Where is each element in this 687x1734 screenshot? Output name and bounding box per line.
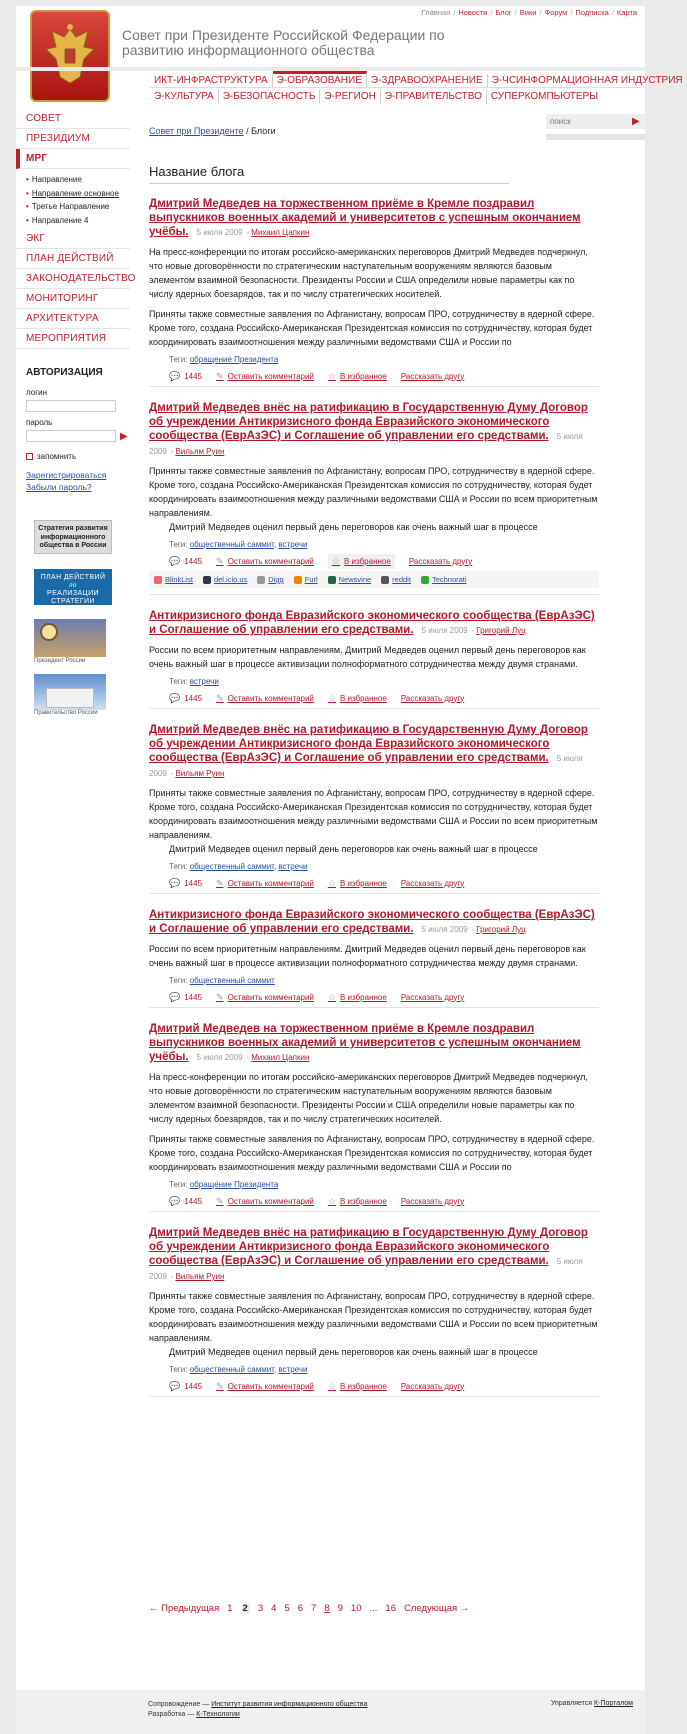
comment-count[interactable]: [169, 878, 202, 889]
bullet-icon: •: [26, 202, 29, 211]
tell-friend-button[interactable]: Рассказать другу: [400, 1196, 465, 1206]
share-service-label: Furl: [304, 575, 318, 584]
tell-friend-button[interactable]: Рассказать другу: [400, 693, 465, 703]
post-author-link[interactable]: Вильям Руин: [175, 447, 225, 456]
sidebar-menu-bottom: [16, 229, 136, 349]
share-service-icon: [294, 576, 302, 584]
add-favorite-button[interactable]: [328, 878, 387, 889]
share-service-label: Digg: [268, 575, 284, 584]
tag-link[interactable]: общественный саммит: [189, 1365, 274, 1374]
star-icon: ☆: [331, 555, 340, 566]
tell-friend-button[interactable]: Рассказать другу: [400, 878, 465, 888]
speech-bubble-icon: 💬: [169, 555, 181, 566]
nav-tab-row2-1[interactable]: Э-БЕЗОПАСНОСТЬ: [219, 90, 321, 104]
post-actions: [149, 366, 599, 386]
post-list: [149, 197, 605, 1397]
nav-divider: [150, 87, 644, 88]
pencil-icon: ✎: [216, 1380, 224, 1391]
top-link-4[interactable]: Форум: [544, 8, 568, 17]
post-date: 5 июля 2009: [149, 1257, 583, 1281]
post-paragraph: Приняты также совместные заявления по Афганистану, вопросам ПРО, сотрудничеству в ядерной сфере. Кроме того, создана Российско-Американская Президентская комиссия по сотрудничеству, которая будет координировать взаимоотношения между различными ведомствами США и России по всем приоритетным направлениям.: [149, 788, 598, 840]
add-comment-label: Оставить комментарий: [227, 1381, 314, 1391]
post-title: [149, 197, 599, 240]
page-link-7[interactable]: 7: [311, 1603, 317, 1614]
search-submit-icon[interactable]: ▶: [632, 116, 640, 127]
remember-label: запомнить: [37, 452, 77, 461]
top-link-separator: /: [539, 8, 542, 17]
post-actions: [149, 1191, 599, 1211]
nav-tab-row2-3[interactable]: Э-ПРАВИТЕЛЬСТВО: [381, 90, 487, 104]
sidebar-menu-top: [16, 109, 130, 169]
post-meta-separator: -: [471, 626, 475, 635]
blog-post: [149, 1226, 599, 1397]
blog-post: [149, 723, 599, 894]
top-link-separator: /: [514, 8, 517, 17]
post-paragraph: России по всем приоритетным направлениям. Дмитрий Медведев оценил первый день переговоров как очень важный шаг в процессе активизации полноформатного сотрудничества между двумя странами.: [149, 944, 586, 968]
comment-count-value: 1445: [184, 371, 203, 381]
top-link-3[interactable]: Вики: [519, 8, 537, 17]
sidebar-subitem-3[interactable]: [26, 214, 130, 228]
share-link-2[interactable]: [257, 575, 283, 584]
tag-separator: ,: [273, 1365, 279, 1374]
add-comment-button[interactable]: [216, 1196, 314, 1207]
comment-count[interactable]: [169, 1381, 202, 1392]
post-quote: Дмитрий Медведев оценил первый день переговоров как очень важный шаг в процессе: [169, 844, 538, 854]
pencil-icon: ✎: [216, 555, 224, 566]
post-tags: [149, 355, 599, 364]
footer-support: Сопровождение — Институт развития информационного общества: [148, 1701, 368, 1708]
comment-count-value: 1445: [184, 556, 203, 566]
page-link-1[interactable]: 1: [227, 1603, 233, 1614]
pencil-icon: ✎: [216, 991, 224, 1002]
sidebar-item-bottom-5[interactable]: МЕРОПРИЯТИЯ: [16, 329, 130, 349]
top-link-separator: /: [453, 8, 456, 17]
share-service-icon: [328, 576, 336, 584]
add-favorite-button[interactable]: [328, 1381, 387, 1392]
add-comment-label: Оставить комментарий: [227, 1196, 314, 1206]
post-title-link[interactable]: Дмитрий Медведев внёс на ратификацию в Государственную Думу Договор об учреждении Антикризисного фонда Евразийского экономического сообщества (ЕврАзЭС) и Соглашение об управлении его средствами.: [149, 1227, 588, 1267]
page-link-3[interactable]: 3: [257, 1603, 264, 1614]
eagle-icon: [40, 21, 100, 91]
speech-bubble-icon: 💬: [169, 877, 181, 888]
page-link-4[interactable]: 4: [271, 1603, 277, 1614]
pencil-icon: ✎: [216, 692, 224, 703]
sidebar-subitem-label: Направление основное: [31, 188, 119, 198]
post-title-link[interactable]: Дмитрий Медведев внёс на ратификацию в Государственную Думу Договор об учреждении Антикризисного фонда Евразийского экономического сообщества (ЕврАзЭС) и Соглашение об управлении его средствами.: [149, 724, 588, 764]
tags-label: Теги:: [169, 355, 190, 364]
bullet-icon: •: [26, 215, 29, 225]
strategy-banner[interactable]: Стратегия развития информационного общества в России: [34, 520, 112, 554]
add-comment-button[interactable]: [216, 1381, 314, 1392]
pager-ellipsis: ...: [369, 1603, 378, 1614]
top-links: [422, 8, 637, 17]
post-meta-separator: -: [170, 447, 174, 456]
sidebar-item-2[interactable]: МРГ: [16, 149, 130, 169]
post-tags: [149, 677, 599, 686]
checkbox-icon: [26, 453, 33, 460]
tag-link[interactable]: встречи: [189, 677, 219, 686]
footer-managed-link[interactable]: К-Порталом: [594, 1700, 633, 1707]
post-paragraph: Приняты также совместные заявления по Афганистану, вопросам ПРО, сотрудничеству в ядерной сфере. Кроме того, создана Российско-Американская Президентская комиссия по сотрудничеству, которая будет координировать взаимоотношения между различными ведомствами США и России по всем приоритетным направлениям.: [149, 1291, 598, 1343]
tell-friend-button[interactable]: Рассказать другу: [400, 371, 465, 381]
post-date: 5 июля 2009: [149, 432, 583, 456]
post-title: [149, 401, 599, 459]
tags-label: Теги:: [169, 677, 190, 686]
add-comment-label: Оставить комментарий: [227, 992, 314, 1002]
register-link[interactable]: Зарегистрироваться: [26, 470, 107, 480]
add-comment-button[interactable]: [216, 878, 314, 889]
comment-count[interactable]: [169, 1196, 202, 1207]
comment-count-value: 1445: [184, 992, 203, 1002]
comment-count[interactable]: [169, 992, 202, 1003]
page-shell: [16, 6, 683, 1734]
president-caption: Президент России: [34, 658, 86, 664]
login-label: логин: [26, 388, 48, 397]
post-paragraph: России по всем приоритетным направлениям. Дмитрий Медведев оценил первый день переговоров как очень важный шаг в процессе активизации полноформатного сотрудничества между двумя странами.: [149, 645, 586, 669]
post-meta-separator: -: [170, 769, 174, 778]
breadcrumb-current: / Блоги: [243, 126, 276, 136]
share-link-3[interactable]: [294, 575, 318, 584]
top-link-6[interactable]: Карта: [616, 8, 637, 17]
post-meta-separator: -: [246, 1053, 250, 1062]
top-link-0[interactable]: Главная: [421, 8, 451, 17]
tags-label: Теги:: [169, 976, 190, 985]
post-title: [149, 1226, 599, 1284]
nav-tab-row2-0[interactable]: Э-КУЛЬТУРА: [150, 90, 219, 104]
page-link-9[interactable]: 9: [337, 1603, 343, 1614]
share-service-label: del.icio.us: [213, 575, 248, 584]
footer-dev: Разработка — К-Технологии: [148, 1711, 240, 1718]
login-input[interactable]: [26, 400, 116, 412]
tag-link[interactable]: обращение Президента: [189, 355, 279, 364]
tell-friend-button[interactable]: Рассказать другу: [408, 556, 473, 566]
tell-friend-button[interactable]: Рассказать другу: [400, 1381, 465, 1391]
footer-managed: Управляется К-Порталом: [550, 1700, 633, 1707]
password-input[interactable]: [26, 430, 116, 442]
star-icon: ☆: [327, 692, 336, 703]
post-paragraph: Приняты также совместные заявления по Афганистану, вопросам ПРО, сотрудничеству в ядерной сфере. Кроме того, создана Российско-Американская Президентская комиссия по сотрудничеству, которая будет координировать взаимоотношения между различными ведомствами США и России по всем приоритетным направлениям.: [149, 466, 598, 518]
footer-support-link[interactable]: Институт развития информационного общества: [211, 1701, 368, 1708]
sidebar-item-1[interactable]: ПРЕЗИДИУМ: [16, 129, 130, 149]
post-author-link[interactable]: Вильям Руин: [175, 1272, 225, 1281]
speech-bubble-icon: 💬: [169, 991, 181, 1002]
post-title: [149, 609, 599, 638]
favorite-label: В избранное: [339, 878, 387, 888]
favorite-label: В избранное: [339, 1196, 387, 1206]
main-nav-row1: [150, 74, 687, 88]
share-service-icon: [203, 576, 211, 584]
tag-link[interactable]: обращение Президента: [189, 1180, 279, 1189]
post-actions: [149, 551, 599, 571]
post-actions: [149, 873, 599, 893]
tag-link[interactable]: общественный саммит: [189, 862, 274, 871]
post-author-link[interactable]: Вильям Руин: [175, 769, 225, 778]
share-service-icon: [154, 576, 162, 584]
top-link-1[interactable]: Новости: [458, 8, 488, 17]
post-meta-separator: -: [246, 228, 250, 237]
favorite-label: В избранное: [339, 1381, 387, 1391]
sidebar-subitem-2[interactable]: [26, 200, 130, 214]
tags-label: Теги:: [169, 1180, 190, 1189]
search-input[interactable]: [546, 117, 632, 126]
sidebar-item-bottom-3[interactable]: МОНИТОРИНГ: [16, 289, 130, 309]
add-favorite-button[interactable]: [328, 992, 387, 1003]
president-banner[interactable]: [34, 619, 106, 657]
post-tags: [149, 976, 599, 985]
blog-post: [149, 1022, 599, 1212]
page-link-5[interactable]: 5: [284, 1603, 290, 1614]
post-date: 5 июля 2009: [421, 925, 468, 934]
comment-count-value: 1445: [184, 1381, 203, 1391]
favorite-label: В избранное: [343, 556, 391, 566]
post-paragraph: Приняты также совместные заявления по Афганистану, вопросам ПРО, сотрудничеству в ядерной сфере. Кроме того, создана Российско-Американская Президентская комиссия по сотрудничеству, которая будет координировать взаимоотношения между различными ведомствами США и России по: [149, 1134, 595, 1172]
speech-bubble-icon: 💬: [169, 1380, 181, 1391]
post-title: [149, 1022, 599, 1065]
comment-count-value: 1445: [184, 878, 203, 888]
star-icon: ☆: [327, 1380, 336, 1391]
action-plan-banner[interactable]: [34, 569, 112, 605]
post-title-link[interactable]: Дмитрий Медведев на торжественном приёме в Кремле поздравил выпускников военных академий и университетов с успешным окончанием учёбы.: [149, 1023, 581, 1063]
sidebar-subitem-label: Направление 4: [31, 215, 89, 225]
post-meta-separator: -: [170, 1272, 174, 1281]
star-icon: ☆: [327, 370, 336, 381]
comment-count[interactable]: [169, 371, 202, 382]
government-building-icon: [46, 688, 94, 708]
tag-link[interactable]: встречи: [278, 540, 308, 549]
post-title-link[interactable]: Антикризисного фонда Евразийского экономического сообщества (ЕврАзЭС) и Соглашение об управлении его средствами.: [149, 610, 595, 636]
nav-tab-row2-4[interactable]: СУПЕРКОМПЬЮТЕРЫ: [490, 91, 599, 102]
login-submit-arrow-icon[interactable]: ▶: [120, 430, 128, 442]
post-title-link[interactable]: Дмитрий Медведев на торжественном приёме в Кремле поздравил выпускников военных академий и университетов с успешным окончанием учёбы.: [149, 198, 581, 238]
forgot-password-link[interactable]: Забыли пароль?: [26, 482, 92, 492]
post-actions: [149, 987, 599, 1007]
post-title-link[interactable]: Дмитрий Медведев внёс на ратификацию в Государственную Думу Договор об учреждении Антикризисного фонда Евразийского экономического сообщества (ЕврАзЭС) и Соглашение об управлении его средствами.: [149, 402, 588, 442]
comment-count[interactable]: [169, 693, 202, 704]
add-comment-label: Оставить комментарий: [227, 878, 314, 888]
favorite-label: В избранное: [339, 992, 387, 1002]
nav-tab-row1-0[interactable]: ИКТ-ИНФРАСТРУКТУРА: [150, 74, 273, 88]
add-comment-label: Оставить комментарий: [227, 371, 314, 381]
remember-checkbox[interactable]: [26, 452, 130, 461]
add-favorite-button[interactable]: [328, 371, 387, 382]
main-nav-row2: [150, 90, 602, 104]
auth-box: [16, 367, 130, 493]
comment-count-value: 1445: [184, 693, 203, 703]
tags-label: Теги:: [169, 1365, 190, 1374]
plan-banner-text2: РЕАЛИЗАЦИИ СТРАТЕГИИ: [47, 590, 99, 605]
nav-tab-row1-3[interactable]: Э-ЧСИНФОРМАЦИОННАЯ ИНДУСТРИЯ: [491, 75, 683, 86]
tags-label: Теги:: [169, 540, 190, 549]
post-author-link[interactable]: Григорий Луц: [476, 626, 526, 635]
post-tags: [149, 540, 599, 549]
post-title: [149, 908, 599, 937]
sidebar-subitem-label: Направление: [31, 175, 82, 184]
blog-post: [149, 401, 599, 595]
bullet-icon: •: [26, 188, 29, 198]
share-service-label: Newsvine: [338, 575, 372, 584]
post-tags: [149, 1365, 599, 1374]
star-icon: ☆: [327, 1195, 336, 1206]
speech-bubble-icon: 💬: [169, 1195, 181, 1206]
share-link-0[interactable]: [154, 575, 193, 584]
favorite-label: В избранное: [339, 371, 387, 381]
sidebar-submenu: [16, 169, 130, 229]
sidebar-item-bottom-1[interactable]: ПЛАН ДЕЙСТВИЙ: [16, 249, 130, 269]
plan-banner-text1: ПЛАН ДЕЙСТВИЙ: [40, 574, 106, 581]
sidebar-item-0[interactable]: СОВЕТ: [16, 109, 130, 129]
top-link-separator: /: [611, 8, 614, 17]
site-title: Совет при Президенте Российской Федерации по развитию информационного общества: [122, 27, 445, 58]
comment-count-value: 1445: [184, 1196, 203, 1206]
auth-title: АВТОРИЗАЦИЯ: [26, 367, 103, 378]
password-label: пароль: [26, 418, 53, 427]
page-link-16[interactable]: 16: [385, 1603, 396, 1614]
post-date: 5 июля 2009: [149, 754, 583, 778]
share-service-icon: [421, 576, 429, 584]
share-link-6[interactable]: [421, 575, 467, 584]
tag-separator: ,: [273, 540, 279, 549]
tag-link[interactable]: встречи: [278, 1365, 308, 1374]
add-comment-button[interactable]: [216, 556, 314, 567]
sidebar-item-bottom-2[interactable]: ЗАКОНОДАТЕЛЬСТВО: [16, 269, 130, 289]
page-title: Название блога: [149, 164, 509, 184]
plan-banner-text-mid: по: [69, 583, 77, 589]
tag-link[interactable]: общественный саммит: [189, 976, 275, 985]
speech-bubble-icon: 💬: [169, 692, 181, 703]
blog-post: [149, 609, 599, 709]
star-icon: ☆: [327, 877, 336, 888]
pagination: [149, 1603, 469, 1614]
nav-tab-row2-2[interactable]: Э-РЕГИОН: [320, 90, 380, 104]
blog-post: [149, 197, 599, 387]
top-link-separator: /: [570, 8, 573, 17]
post-quote: Дмитрий Медведев оценил первый день переговоров как очень важный шаг в процессе: [169, 1347, 538, 1357]
tag-link[interactable]: общественный саммит: [189, 540, 274, 549]
share-service-label: BlinkList: [165, 575, 193, 584]
add-comment-button[interactable]: [216, 371, 314, 382]
government-caption: Правительство России: [34, 710, 98, 716]
sidebar-subitem-label: Третье Направление: [31, 202, 110, 211]
post-date: 5 июля 2009: [421, 626, 468, 635]
share-service-label: reddit: [392, 575, 411, 584]
sidebar-subitem-1[interactable]: [26, 187, 130, 201]
favorite-label: В избранное: [339, 693, 387, 703]
next-page-link[interactable]: Следующая →: [403, 1603, 470, 1614]
tag-link[interactable]: встречи: [278, 862, 308, 871]
breadcrumb-link[interactable]: Совет при Президенте: [149, 126, 244, 136]
page-link-6[interactable]: 6: [297, 1603, 304, 1614]
share-bar: [149, 571, 599, 588]
page-link-8[interactable]: 8: [324, 1603, 330, 1614]
add-favorite-button[interactable]: [328, 554, 395, 569]
post-title: [149, 723, 599, 781]
sidebar-item-bottom-4[interactable]: АРХИТЕКТУРА: [16, 309, 130, 329]
speech-bubble-icon: 💬: [169, 370, 181, 381]
pencil-icon: ✎: [216, 1195, 224, 1206]
bullet-icon: •: [26, 175, 29, 184]
share-service-icon: [381, 576, 389, 584]
add-comment-button[interactable]: [216, 693, 314, 704]
post-date: 5 июля 2009: [196, 228, 243, 237]
top-link-separator: /: [490, 8, 493, 17]
pencil-icon: ✎: [216, 877, 224, 888]
nav-tab-row1-1[interactable]: Э-ОБРАЗОВАНИЕ: [273, 71, 367, 88]
footer: [16, 1690, 645, 1734]
page-link-10[interactable]: 10: [350, 1603, 362, 1614]
sidebar-subitem-0[interactable]: [26, 173, 130, 187]
top-link-5[interactable]: Подписка: [575, 8, 609, 17]
pencil-icon: ✎: [216, 370, 224, 381]
prev-page-link[interactable]: ← Предыдущая: [149, 1603, 220, 1614]
left-sidebar: [16, 109, 136, 493]
share-link-4[interactable]: [328, 575, 372, 584]
post-paragraph: Приняты также совместные заявления по Афганистану, вопросам ПРО, сотрудничеству в ядерной сфере. Кроме того, создана Российско-Американская Президентская комиссия по сотрудничеству, которая будет координировать взаимоотношения между различными ведомствами США и России по: [149, 309, 595, 347]
tell-friend-button[interactable]: Рассказать другу: [400, 992, 465, 1002]
comment-count[interactable]: [169, 556, 202, 567]
share-service-label: Technorati: [431, 575, 467, 584]
tag-separator: ,: [273, 862, 279, 871]
post-actions: [149, 1376, 599, 1396]
add-comment-button[interactable]: [216, 992, 314, 1003]
share-link-1[interactable]: [203, 575, 247, 584]
coat-of-arms-logo[interactable]: [30, 10, 110, 102]
footer-dev-link[interactable]: К-Технологии: [196, 1711, 240, 1718]
post-quote: Дмитрий Медведев оценил первый день переговоров как очень важный шаг в процессе: [169, 522, 538, 532]
post-actions: [149, 688, 599, 708]
add-comment-label: Оставить комментарий: [227, 693, 314, 703]
star-icon: ☆: [327, 991, 336, 1002]
nav-tab-row1-2[interactable]: Э-ЗДРАВООХРАНЕНИЕ: [367, 74, 488, 88]
add-comment-label: Оставить комментарий: [227, 556, 314, 566]
main-content: [149, 126, 605, 1411]
share-link-5[interactable]: [381, 575, 411, 584]
breadcrumb: [149, 126, 605, 136]
post-tags: [149, 1180, 599, 1189]
post-paragraph: На пресс-конференции по итогам российско-американских переговоров Дмитрий Медведев подчеркнул, что новые договорённости по стратегическим наступательным вооружениям являются базовым элементом взаимной безопасности. Президенты России и США определили новые параметры как по числу ядерных боезарядов, так и по числу стратегических носителей.: [149, 247, 588, 299]
top-link-2[interactable]: Блог: [495, 8, 512, 17]
share-service-icon: [257, 576, 265, 584]
post-author-link[interactable]: Михаил Цапкин: [251, 1053, 310, 1062]
add-favorite-button[interactable]: [328, 693, 387, 704]
post-author-link[interactable]: Григорий Луц: [476, 925, 526, 934]
kremlin-clock-icon: [40, 623, 58, 641]
post-author-link[interactable]: Михаил Цапкин: [251, 228, 310, 237]
add-favorite-button[interactable]: [328, 1196, 387, 1207]
post-paragraph: На пресс-конференции по итогам российско-американских переговоров Дмитрий Медведев подчеркнул, что новые договорённости по стратегическим наступательным вооружениям являются базовым элементом взаимной безопасности. Президенты России и США определили новые параметры как по числу ядерных боезарядов, так и по числу стратегических носителей.: [149, 1072, 588, 1124]
sidebar-item-bottom-0[interactable]: ЭКГ: [16, 229, 130, 249]
post-tags: [149, 862, 599, 871]
government-banner[interactable]: [34, 674, 106, 710]
post-meta-separator: -: [471, 925, 475, 934]
page-link-2[interactable]: 2: [242, 1603, 248, 1614]
post-date: 5 июля 2009: [196, 1053, 243, 1062]
blog-post: [149, 908, 599, 1008]
tags-label: Теги:: [169, 862, 190, 871]
post-title-link[interactable]: Антикризисного фонда Евразийского экономического сообщества (ЕврАзЭС) и Соглашение об управлении его средствами.: [149, 909, 595, 935]
